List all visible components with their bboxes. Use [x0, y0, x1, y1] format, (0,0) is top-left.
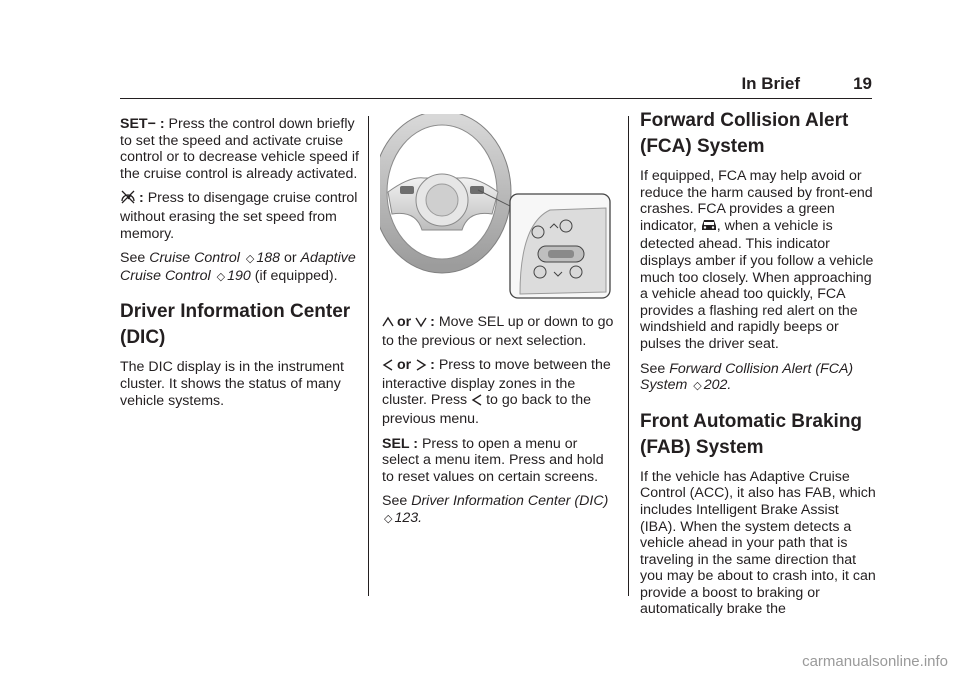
leftright-text: Press to move between the interactive display zones in the cluster. Press: [382, 357, 611, 409]
left-chevron-icon: [382, 359, 394, 376]
column-2: [382, 114, 614, 536]
cancel-paragraph: [120, 190, 360, 242]
page-ref-icon: ◇: [245, 253, 255, 266]
watermark: carmanualsonline.info: [802, 653, 948, 670]
fca-link[interactable]: Forward Collision Alert (FCA) System: [640, 360, 854, 394]
set-minus-label: SET− :: [120, 116, 165, 132]
fca-heading: Forward Collision Alert (FCA) System: [640, 110, 849, 157]
leftright-paragraph: [382, 357, 614, 427]
sel-paragraph: [382, 436, 614, 486]
cruise-cancel-icon: [120, 190, 136, 209]
leftright-label: or: [397, 357, 412, 374]
acc-page[interactable]: 190: [227, 267, 251, 284]
section-title: In Brief: [741, 74, 800, 93]
updown-sep: :: [430, 314, 435, 330]
see-prefix: See: [120, 250, 146, 267]
cruise-control-link[interactable]: Cruise Control: [149, 250, 240, 267]
set-minus-paragraph: [120, 116, 360, 182]
vehicle-ahead-icon: [701, 218, 717, 237]
column-3: [640, 102, 876, 626]
see-cruise-paragraph: [120, 250, 360, 285]
page-ref-icon: ◇: [693, 380, 702, 393]
leftright-sep: :: [430, 357, 435, 374]
see-dic-paragraph: [382, 493, 614, 527]
fca-paragraph: [640, 168, 876, 353]
right-chevron-icon: [415, 359, 427, 376]
see-prefix: See: [640, 360, 666, 377]
acc-link[interactable]: Adaptive Cruise Control: [120, 250, 356, 284]
sel-label: SEL :: [382, 435, 419, 452]
left-chevron-icon: [471, 394, 483, 411]
column-divider-1: [368, 116, 369, 596]
dic-paragraph: The DIC display is in the instrument cluster. It shows the status of many vehicle systems.: [120, 359, 344, 409]
dic-heading: Driver Information Center (DIC): [120, 301, 351, 349]
down-chevron-icon: [415, 316, 427, 333]
page-header: [120, 74, 872, 99]
updown-paragraph: [382, 314, 614, 349]
see-or: or: [283, 250, 297, 267]
fca-text-1: If equipped, FCA may help avoid or reduce the harm caused by front-end crashes. FCA provides a green indicator,: [640, 168, 873, 234]
page-ref-icon: ◇: [384, 512, 393, 525]
page-ref-icon: ◇: [216, 270, 226, 283]
fca-page[interactable]: 202.: [703, 377, 732, 394]
set-minus-text: Press the control down briefly to set the speed and activate cruise control or to decrease vehicle speed if the cruise control is already activated.: [120, 116, 359, 182]
see-suffix: (if equipped).: [254, 267, 338, 284]
updown-text: Move SEL up or down to go to the previous or next selection.: [382, 314, 614, 349]
see-fca-paragraph: [640, 361, 876, 395]
fab-paragraph: If the vehicle has Adaptive Cruise Control (ACC), it also has FAB, which includes Intelligent Brake Assist (IBA). When the system detects a vehicle ahead in your path that is traveling in the same direction that you may be about to crash into, it can provide a boost to braking or automatically brake the: [640, 468, 876, 618]
sel-text: Press to open a menu or select a menu item. Press and hold to reset values on certain screens.: [382, 435, 604, 485]
fca-text-2: , when a vehicle is detected ahead. This indicator displays amber if you follow a vehicle much too closely. When approaching a vehicle ahead too quickly, FCA provides a flashing red alert on the windshield and rapidly beeps or pulses the driver seat.: [640, 217, 874, 352]
up-chevron-icon: [382, 316, 394, 333]
cancel-label: :: [139, 190, 144, 207]
dic-link[interactable]: Driver Information Center (DIC): [411, 493, 609, 510]
see-prefix: See: [382, 493, 408, 510]
column-1: [120, 116, 360, 417]
page-number: 19: [853, 74, 872, 93]
updown-label: or: [397, 314, 412, 330]
fab-heading: Front Automatic Braking (FAB) System: [640, 410, 863, 458]
cancel-text: Press to disengage cruise control without erasing the set speed from memory.: [120, 190, 358, 242]
steering-wheel-figure: [380, 114, 624, 304]
leftright-text2: to go back to the previous menu.: [382, 392, 592, 427]
dic-page[interactable]: 123.: [394, 509, 423, 526]
cruise-control-page[interactable]: 188: [256, 250, 280, 267]
column-divider-2: [628, 116, 629, 596]
